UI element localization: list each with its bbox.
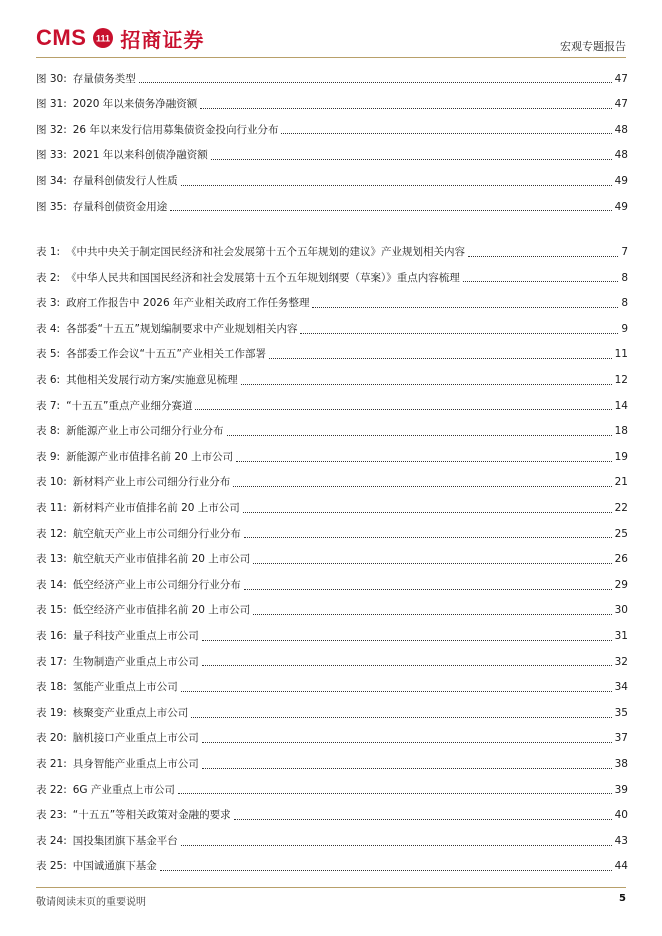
- toc-entry-page: 26: [614, 553, 628, 566]
- toc-entry-title: 航空航天产业市值排名前 20 上市公司: [72, 553, 251, 566]
- page-number: 5: [619, 893, 626, 904]
- toc-entry-page: 7: [621, 246, 628, 259]
- toc-entry-label: 表 24:: [36, 834, 67, 847]
- toc-dot-leader: [234, 819, 612, 820]
- toc-entry-page: 43: [614, 834, 628, 847]
- toc-entry-label: 表 2:: [36, 271, 61, 284]
- toc-dot-leader: [281, 133, 611, 134]
- table-of-contents: [36, 66, 628, 879]
- toc-entry-label: 表 1:: [36, 246, 61, 259]
- toc-entry-page: 49: [614, 174, 628, 187]
- table-toc-entry[interactable]: [36, 777, 628, 803]
- page-header: [0, 0, 662, 62]
- toc-dot-leader: [253, 614, 611, 615]
- toc-entry-label: 表 15:: [36, 604, 67, 617]
- toc-entry-label: 表 20:: [36, 732, 67, 745]
- company-logo: [36, 24, 204, 52]
- figure-toc-entry[interactable]: [36, 168, 628, 194]
- toc-dot-leader: [244, 589, 612, 590]
- table-list: [36, 240, 628, 880]
- toc-dot-leader: [139, 82, 612, 83]
- toc-entry-title: 低空经济产业上市公司细分行业分布: [72, 578, 241, 591]
- toc-entry-title: 航空航天产业上市公司细分行业分布: [72, 527, 241, 540]
- toc-entry-label: 表 16:: [36, 630, 67, 643]
- toc-dot-leader: [312, 307, 618, 308]
- toc-dot-leader: [195, 409, 611, 410]
- toc-entry-page: 30: [614, 604, 628, 617]
- toc-entry-page: 14: [614, 399, 628, 412]
- table-toc-entry[interactable]: [36, 470, 628, 496]
- table-toc-entry[interactable]: [36, 623, 628, 649]
- toc-entry-title: 各部委“十五五”规划编制要求中产业规划相关内容: [66, 322, 298, 335]
- toc-entry-page: 31: [614, 630, 628, 643]
- toc-entry-page: 48: [614, 123, 628, 136]
- toc-entry-title: 脑机接口产业重点上市公司: [72, 732, 199, 745]
- table-toc-entry[interactable]: [36, 854, 628, 880]
- toc-entry-label: 表 22:: [36, 783, 67, 796]
- toc-entry-page: 47: [614, 98, 628, 111]
- toc-entry-label: 表 13:: [36, 553, 67, 566]
- toc-entry-title: 存量债务类型: [72, 72, 136, 85]
- toc-entry-title: 26 年以来发行信用募集债资金投向行业分布: [72, 123, 279, 136]
- toc-entry-label: 表 18:: [36, 681, 67, 694]
- toc-dot-leader: [227, 435, 612, 436]
- logo-text-en: CMS: [36, 25, 87, 50]
- toc-entry-title: 生物制造产业重点上市公司: [72, 655, 199, 668]
- toc-entry-title: “十五五”重点产业细分赛道: [66, 399, 193, 412]
- figure-toc-entry[interactable]: [36, 66, 628, 92]
- toc-dot-leader: [200, 108, 611, 109]
- footer-divider: [36, 887, 626, 888]
- toc-entry-page: 48: [614, 149, 628, 162]
- toc-entry-title: 2021 年以来科创债净融资额: [72, 149, 208, 162]
- toc-entry-page: 40: [614, 809, 628, 822]
- toc-entry-title: 存量科创债资金用途: [72, 200, 168, 213]
- toc-dot-leader: [202, 742, 612, 743]
- toc-entry-label: 表 23:: [36, 809, 67, 822]
- toc-entry-label: 表 8:: [36, 425, 61, 438]
- toc-entry-label: 表 10:: [36, 476, 67, 489]
- toc-entry-label: 表 4:: [36, 322, 61, 335]
- toc-entry-label: 表 9:: [36, 450, 61, 463]
- toc-entry-page: 32: [614, 655, 628, 668]
- toc-entry-title: 低空经济产业市值排名前 20 上市公司: [72, 604, 251, 617]
- toc-dot-leader: [160, 870, 612, 871]
- toc-entry-page: 18: [614, 425, 628, 438]
- toc-dot-leader: [202, 768, 612, 769]
- toc-dot-leader: [191, 717, 611, 718]
- table-toc-entry[interactable]: [36, 444, 628, 470]
- report-type: 宏观专题报告: [560, 40, 626, 53]
- toc-entry-title: 2020 年以来债务净融资额: [72, 98, 198, 111]
- table-toc-entry[interactable]: [36, 547, 628, 573]
- table-toc-entry[interactable]: [36, 393, 628, 419]
- toc-entry-label: 图 30:: [36, 72, 67, 85]
- toc-dot-leader: [244, 537, 612, 538]
- toc-entry-page: 22: [614, 502, 628, 515]
- logo-text-cn: 招商证券: [120, 27, 205, 52]
- toc-dot-leader: [468, 256, 618, 257]
- toc-entry-title: 存量科创债发行人性质: [72, 174, 178, 187]
- toc-entry-title: 新能源产业上市公司细分行业分布: [66, 425, 224, 438]
- toc-entry-page: 9: [621, 322, 628, 335]
- toc-entry-label: 表 25:: [36, 860, 67, 873]
- table-toc-entry[interactable]: [36, 726, 628, 752]
- table-toc-entry[interactable]: [36, 649, 628, 675]
- table-toc-entry[interactable]: [36, 496, 628, 522]
- toc-entry-page: 35: [614, 706, 628, 719]
- toc-entry-label: 图 33:: [36, 149, 67, 162]
- logo-mark-icon: [92, 27, 114, 49]
- table-toc-entry[interactable]: [36, 598, 628, 624]
- toc-dot-leader: [181, 845, 612, 846]
- toc-entry-title: “十五五”等相关政策对金融的要求: [72, 809, 231, 822]
- toc-entry-label: 表 19:: [36, 706, 67, 719]
- figure-toc-entry[interactable]: [36, 117, 628, 143]
- toc-entry-label: 表 11:: [36, 502, 67, 515]
- toc-entry-page: 49: [614, 200, 628, 213]
- toc-entry-title: 6G 产业重点上市公司: [72, 783, 175, 796]
- toc-dot-leader: [241, 384, 612, 385]
- logo-mark-glyph: 111: [96, 33, 111, 44]
- toc-entry-page: 37: [614, 732, 628, 745]
- table-toc-entry[interactable]: [36, 316, 628, 342]
- toc-entry-label: 表 21:: [36, 757, 67, 770]
- toc-entry-page: 34: [614, 681, 628, 694]
- table-toc-entry[interactable]: [36, 751, 628, 777]
- toc-entry-page: 8: [621, 297, 628, 310]
- toc-entry-label: 表 17:: [36, 655, 67, 668]
- toc-entry-title: 氢能产业重点上市公司: [72, 681, 178, 694]
- toc-entry-title: 中国诚通旗下基金: [72, 860, 157, 873]
- toc-entry-title: 量子科技产业重点上市公司: [72, 630, 199, 643]
- toc-dot-leader: [202, 665, 612, 666]
- table-toc-entry[interactable]: [36, 291, 628, 317]
- toc-dot-leader: [253, 563, 611, 564]
- toc-entry-label: 图 31:: [36, 98, 67, 111]
- figure-toc-entry[interactable]: [36, 92, 628, 118]
- toc-entry-page: 25: [614, 527, 628, 540]
- toc-entry-page: 21: [614, 476, 628, 489]
- toc-dot-leader: [202, 640, 612, 641]
- figure-list: [36, 66, 628, 220]
- toc-dot-leader: [269, 358, 612, 359]
- figure-toc-entry[interactable]: [36, 194, 628, 220]
- toc-dot-leader: [236, 461, 612, 462]
- toc-entry-label: 表 12:: [36, 527, 67, 540]
- table-toc-entry[interactable]: [36, 265, 628, 291]
- table-toc-entry[interactable]: [36, 572, 628, 598]
- toc-entry-title: 《中共中央关于制定国民经济和社会发展第十五个五年规划的建议》产业规划相关内容: [66, 246, 466, 259]
- toc-entry-title: 国投集团旗下基金平台: [72, 834, 178, 847]
- table-toc-entry[interactable]: [36, 700, 628, 726]
- toc-entry-title: 新能源产业市值排名前 20 上市公司: [66, 450, 234, 463]
- section-gap: [36, 220, 628, 240]
- footer-disclaimer: 敬请阅读末页的重要说明: [36, 897, 146, 908]
- toc-entry-title: 政府工作报告中 2026 年产业相关政府工作任务整理: [66, 297, 310, 310]
- toc-dot-leader: [211, 159, 612, 160]
- toc-entry-label: 图 34:: [36, 174, 67, 187]
- table-toc-entry[interactable]: [36, 342, 628, 368]
- toc-entry-title: 核聚变产业重点上市公司: [72, 706, 189, 719]
- toc-entry-title: 《中华人民共和国国民经济和社会发展第十五个五年规划纲要（草案）》重点内容梳理: [66, 271, 460, 284]
- header-divider: [36, 57, 626, 58]
- toc-dot-leader: [243, 512, 612, 513]
- table-toc-entry[interactable]: [36, 803, 628, 829]
- toc-dot-leader: [178, 793, 612, 794]
- table-toc-entry[interactable]: [36, 368, 628, 394]
- toc-entry-label: 表 7:: [36, 399, 61, 412]
- toc-entry-title: 各部委工作会议“十五五”产业相关工作部署: [66, 348, 266, 361]
- toc-entry-title: 新材料产业市值排名前 20 上市公司: [72, 502, 240, 515]
- toc-entry-page: 29: [614, 578, 628, 591]
- toc-dot-leader: [300, 333, 618, 334]
- toc-entry-page: 19: [614, 450, 628, 463]
- table-toc-entry[interactable]: [36, 419, 628, 445]
- toc-dot-leader: [170, 210, 611, 211]
- toc-entry-label: 图 32:: [36, 123, 67, 136]
- toc-dot-leader: [181, 691, 612, 692]
- toc-entry-title: 其他相关发展行动方案/实施意见梳理: [66, 374, 238, 387]
- toc-entry-label: 表 3:: [36, 297, 61, 310]
- toc-dot-leader: [181, 185, 612, 186]
- toc-dot-leader: [463, 281, 619, 282]
- toc-entry-label: 表 6:: [36, 374, 61, 387]
- table-toc-entry[interactable]: [36, 675, 628, 701]
- toc-entry-page: 11: [614, 348, 628, 361]
- toc-entry-page: 8: [621, 271, 628, 284]
- toc-dot-leader: [233, 486, 611, 487]
- toc-entry-label: 表 5:: [36, 348, 61, 361]
- figure-toc-entry[interactable]: [36, 143, 628, 169]
- toc-entry-page: 12: [614, 374, 628, 387]
- toc-entry-page: 44: [614, 860, 628, 873]
- table-toc-entry[interactable]: [36, 521, 628, 547]
- toc-entry-label: 图 35:: [36, 200, 67, 213]
- toc-entry-title: 新材料产业上市公司细分行业分布: [72, 476, 231, 489]
- toc-entry-title: 具身智能产业重点上市公司: [72, 757, 199, 770]
- table-toc-entry[interactable]: [36, 828, 628, 854]
- toc-entry-label: 表 14:: [36, 578, 67, 591]
- toc-entry-page: 39: [614, 783, 628, 796]
- table-toc-entry[interactable]: [36, 240, 628, 266]
- toc-entry-page: 47: [614, 72, 628, 85]
- toc-entry-page: 38: [614, 757, 628, 770]
